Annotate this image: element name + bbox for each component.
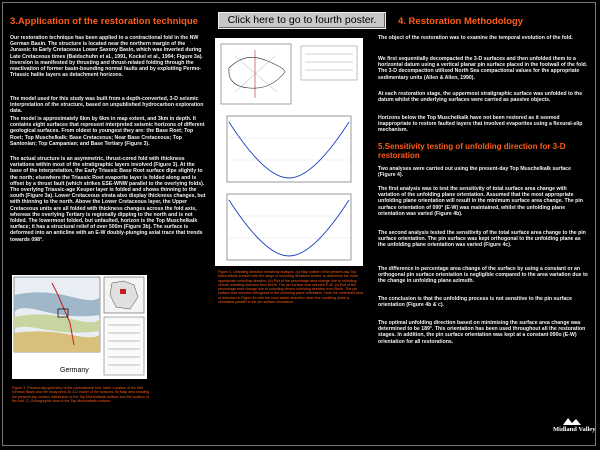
right-paragraph: Two analyses were carried out using the present-day Top Muschelkalk surface (Figure 4). (378, 166, 571, 179)
right-paragraph: At each restoration stage, the uppermost stratigraphic surface was unfolded to the datum whilst the underlying surfaces were carried as passive objects. (378, 91, 583, 104)
right-paragraph: The difference in percentage area change of the surface by using a constant or an orthogonal pin surface orientation is negligible compared to the area variation due to the change in unfolding plane azimuth. (378, 266, 588, 285)
right-paragraph: Horizons below the Top Muschelkalk have not been restored as it seemed inappropriate to restore faulted layers that involved evaporites using a flexural-slip mechanism. (378, 115, 583, 134)
next-poster-button[interactable]: Click here to go to fourth poster. (218, 12, 386, 29)
figure-4-caption: Figure 4. Unfolding direction sensitivity analysis. (a) Map outline of the present-day Top Muschelkalk surface with the range of unfolding directions tested, to determine the most appropriate unfolding direction. (b) Plot of the percentage area change due to unfolding versus unfolding direction from North. The pin surface was oriented E-W. (c) Plot of the percentage area change due to unfolding versus unfolding direction from North. The pin surface was oriented orthogonal to the unfolding plane orientation. Note the minimised area of distortion in Figure 4b with the most stable distortion when the unfolding plane is orientated parallel to the pin surface orientation. (218, 270, 364, 305)
right-paragraph: The conclusion is that the unfolding process is not sensitive to the pin surface orientation (Figure 4b & c). (378, 296, 572, 309)
figure-3-map (12, 275, 147, 379)
left-paragraph: The model used for this study was built from a depth-converted, 3-D seismic interpretation of the structure, based on unpublished hydrocarbon exploration data. (10, 96, 204, 115)
midland-valley-logo: Midland Valley (553, 426, 596, 433)
left-paragraph: Our restoration technique has been applied to a contractional fold in the NW German Basin. The structure is located near the northern margin of the Jurassic to Early Cretaceous Lower Saxony Basin, which was inverted during Late Cretaceous times (Baldschuhn et al., 1991, Kockel et al., 1994; Figure 3a). Inversion is manifested by thrusting and thrust-related folding through the reactivation of former basin-bounding normal faults and by exploiting Permo-Triassic halite layers as detachment horizons. (10, 35, 203, 79)
left-paragraph: The model is approximately 6km by 6km in map extent, and 3km in depth. It contains eight surfaces that represent interpreted seismic horizons of different geological surfaces. From oldest to youngest they are: the Base Roet; Top Roet; Top Muschelkalk; Base Cretaceous; Near Base Cretaceous; Top Santonian; Top Campanian; and Base Tertiary (Figure 3). (10, 116, 205, 147)
left-paragraph: The actual structure is an asymmetric, thrust-cored fold with thickness variations within most of the stratigraphic layers involved (Figure 3). At the base of the interpretation, the Early Triassic Base Roet surface dips slightly to the north; elsewhere the Triassic Roet evaporite layer is folded along and is offset by a thrust fault (which strikes ESE-WNW parallel to the overlying folds). The overlying Triassic-age Keuper layer is folded and shows thinning to the south (Figure 3a). Lower Cretaceous strata also display thickness changes, but with thinning to the north. Above the Lower Cretaceous layer, the Upper Cretaceous units are all folded with thickness changes across the fold axis, whereas the overlying Tertiary is regionally dipping to the north and is not folded. The lowermost folded, but unfaulted, horizon is the Top Muschelkalk surface; it has a structural relief of over 500m (Figure 3b). The surface is deformed into an anticline with an E-W doubly-plunging axial trace that trends towards 098°. (10, 156, 206, 243)
right-paragraph: The second analysis tested the sensitivity of the total surface area change to the pin surface orientation. The pin surface was kept orthogonal to the unfolding plane as the unfolding plane orientation was varied (Figure 4c). (378, 230, 586, 249)
midland-valley-logo-icon (563, 417, 581, 425)
figure-3-caption: Figure 3. Present-day geometry of the contractional fold. Inset: Location of the NW German Basin and the study area. A) 3-D model of the horizons. B) Map view showing the present-day contour distribution of the Top Muschelkalk surface and the location of the fold. C) Orthographic view of the Top Muschelkalk surface. (12, 386, 150, 403)
figure-4-panel (215, 38, 363, 266)
figure-4-graphic (215, 38, 363, 266)
section-5-heading: 5.Sensitivity testing of unfolding direction for 3-D restoration (378, 142, 566, 160)
right-paragraph: The object of the restoration was to examine the temporal evolution of the fold. (378, 35, 573, 41)
section-3-heading: 3.Application of the restoration technique (10, 16, 198, 27)
figure-3-map-graphic (12, 275, 147, 379)
right-paragraph: We first sequentially decompacted the 3-D surfaces and then unfolded them to a horizontal datum using a vertical planar pin surface placed in the footwall of the fold. The 3-D decompaction utilised North Sea compactional values for the appropriate sedimentary units (Allen & Allen, 1990). (378, 56, 588, 81)
section-4-heading: 4. Restoration Methodology (398, 16, 524, 27)
right-paragraph: The first analysis was to test the sensitivity of total surface area change with variation of the unfolding plane orientation. Assumed that the most appropriate unfolding plane orientation will result in the minimum surface area change. The pin surface orientation of 090° (E-W) was maintained, whilst the unfolding plane orientation was varied (Figure 4b). (378, 186, 583, 217)
right-paragraph: The optimal unfolding direction based on minimising the surface area change was determined to be 189°. This orientation has been used throughout all the restoration stages. In addition, the pin surface orientation was kept at a constant 090o (E-W) orientation for all restorations. (378, 320, 586, 345)
germany-label: Germany (60, 367, 89, 374)
